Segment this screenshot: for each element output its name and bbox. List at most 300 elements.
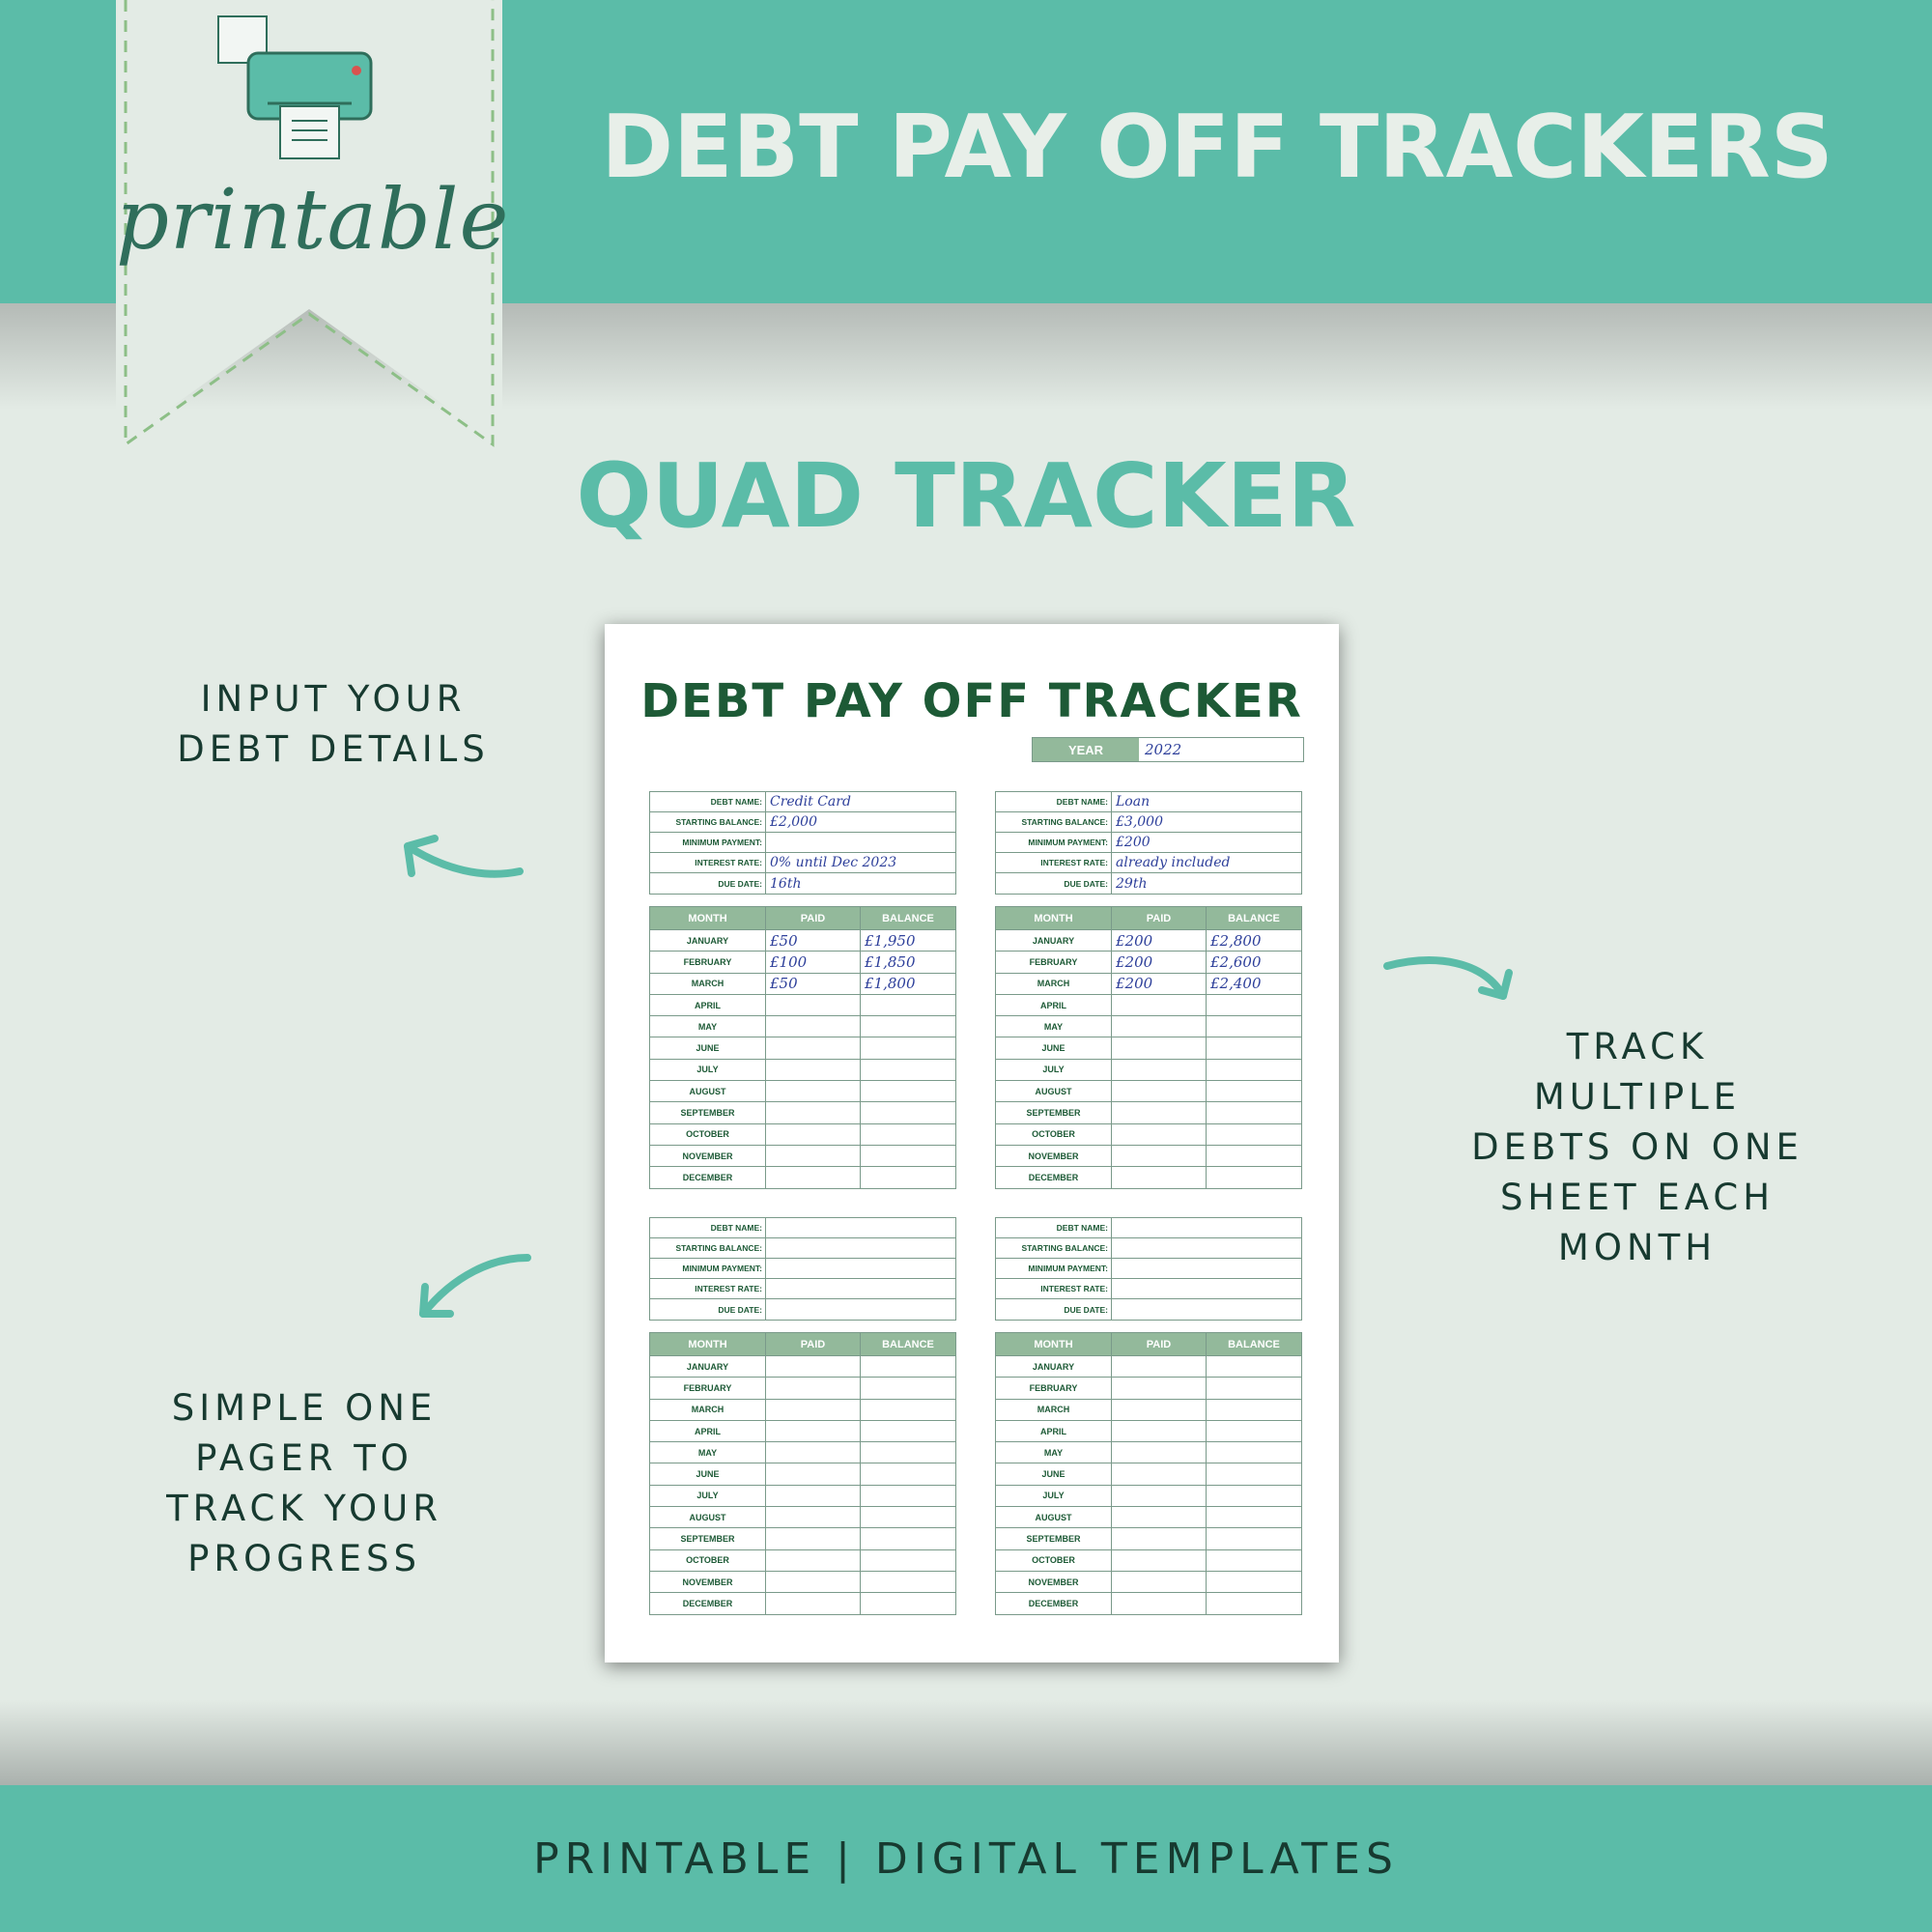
table-row [650, 1420, 955, 1441]
detail-label: DUE DATE: [996, 873, 1112, 894]
callout-line: TRACK YOUR [166, 1488, 442, 1529]
month-cell: NOVEMBER [650, 1572, 766, 1592]
month-cell: JANUARY [650, 1356, 766, 1377]
month-cell: AUGUST [650, 1081, 766, 1101]
balance-cell[interactable] [861, 1400, 955, 1420]
balance-cell[interactable] [1207, 1400, 1301, 1420]
detail-row [996, 1259, 1301, 1279]
balance-cell[interactable] [861, 1550, 955, 1571]
column-header: MONTH [996, 907, 1112, 929]
table-row [996, 1549, 1301, 1571]
month-cell: SEPTEMBER [650, 1102, 766, 1122]
paid-cell[interactable] [1112, 1081, 1207, 1101]
month-cell: MARCH [996, 974, 1112, 994]
table-row [996, 1080, 1301, 1101]
detail-value[interactable] [1112, 1279, 1301, 1298]
balance-cell[interactable] [1207, 995, 1301, 1015]
paid-cell[interactable] [1112, 1442, 1207, 1463]
month-cell: MAY [996, 1016, 1112, 1037]
paid-cell[interactable] [1112, 1463, 1207, 1484]
paid-cell[interactable] [1112, 1167, 1207, 1187]
table-row [996, 1571, 1301, 1592]
callout-line: TRACK [1566, 1026, 1709, 1067]
callout-line: SIMPLE ONE [171, 1387, 438, 1429]
detail-value[interactable] [766, 1279, 955, 1298]
month-cell: SEPTEMBER [996, 1528, 1112, 1548]
detail-label: STARTING BALANCE: [996, 1238, 1112, 1258]
balance-cell[interactable] [861, 1124, 955, 1145]
balance-cell[interactable] [1207, 1421, 1301, 1441]
table-row [650, 1355, 955, 1377]
column-header: PAID [1112, 907, 1207, 929]
detail-label: MINIMUM PAYMENT: [996, 833, 1112, 852]
month-cell: SEPTEMBER [650, 1528, 766, 1548]
footer-text: PRINTABLE | DIGITAL TEMPLATES [533, 1833, 1399, 1884]
balance-cell[interactable] [861, 1102, 955, 1122]
balance-cell[interactable] [1207, 1167, 1301, 1187]
paid-cell[interactable] [1112, 1356, 1207, 1377]
table-row [996, 951, 1301, 972]
monthly-payments-table [649, 906, 956, 1189]
detail-value[interactable]: £2,000 [770, 814, 817, 830]
month-cell: DECEMBER [996, 1593, 1112, 1613]
paid-cell[interactable] [766, 1124, 861, 1145]
detail-label: DEBT NAME: [996, 1218, 1112, 1237]
curved-arrow-icon [1378, 952, 1522, 1009]
month-cell: JANUARY [996, 930, 1112, 951]
detail-label: INTEREST RATE: [650, 853, 766, 872]
paid-cell[interactable]: £50 [766, 974, 861, 994]
balance-cell[interactable] [1207, 1016, 1301, 1037]
column-header: BALANCE [1228, 1338, 1280, 1350]
table-row [996, 1592, 1301, 1613]
paid-cell[interactable] [766, 995, 861, 1015]
detail-row [996, 1218, 1301, 1238]
detail-label: DEBT NAME: [650, 1218, 766, 1237]
table-row [996, 1015, 1301, 1037]
paid-cell[interactable] [766, 1550, 861, 1571]
table-row [650, 1101, 955, 1122]
month-cell: OCTOBER [996, 1550, 1112, 1571]
column-header: PAID [766, 907, 861, 929]
sheet-title: DEBT PAY OFF TRACKER [640, 674, 1303, 728]
table-row [650, 1166, 955, 1187]
detail-row [996, 1279, 1301, 1299]
paid-cell[interactable]: £200 [1112, 974, 1207, 994]
month-cell: JULY [650, 1060, 766, 1080]
column-header: PAID [1112, 1333, 1207, 1355]
debt-details-table [649, 791, 956, 895]
year-label: YEAR [1033, 738, 1139, 761]
detail-value[interactable] [766, 1238, 955, 1258]
table-row [650, 1015, 955, 1037]
column-header: MONTH [996, 1333, 1112, 1355]
month-cell: DECEMBER [650, 1593, 766, 1613]
balance-cell[interactable] [861, 1442, 955, 1463]
month-cell: OCTOBER [650, 1550, 766, 1571]
month-cell: MAY [996, 1442, 1112, 1463]
paid-cell[interactable] [766, 1081, 861, 1101]
table-row [996, 1377, 1301, 1398]
balance-cell[interactable] [861, 1421, 955, 1441]
column-header: MONTH [650, 1333, 766, 1355]
balance-cell[interactable] [861, 1463, 955, 1484]
detail-row [650, 853, 955, 873]
debt-tracker-block [649, 1217, 956, 1615]
paid-cell[interactable] [766, 1593, 861, 1613]
table-row [996, 1399, 1301, 1420]
callout-line: PAGER TO [195, 1437, 413, 1479]
detail-label: DUE DATE: [650, 873, 766, 894]
debt-tracker-block [649, 791, 956, 1189]
detail-value[interactable] [766, 833, 955, 852]
paid-cell[interactable] [1112, 1016, 1207, 1037]
debt-details-table [995, 1217, 1302, 1321]
month-cell: JUNE [996, 1037, 1112, 1058]
callout-line: DEBT DETAILS [177, 728, 490, 770]
balance-cell[interactable] [861, 995, 955, 1015]
balance-cell[interactable] [861, 1146, 955, 1166]
paid-cell[interactable] [766, 1102, 861, 1122]
paid-cell[interactable]: £200 [1112, 930, 1207, 951]
balance-cell[interactable] [1207, 1060, 1301, 1080]
detail-value[interactable]: already included [1116, 855, 1231, 870]
detail-value[interactable] [1112, 1238, 1301, 1258]
detail-row [650, 1259, 955, 1279]
balance-cell[interactable] [1207, 1442, 1301, 1463]
table-row [996, 973, 1301, 994]
balance-cell[interactable] [1207, 1081, 1301, 1101]
debt-tracker-block [995, 791, 1302, 1189]
balance-cell[interactable] [1207, 1572, 1301, 1592]
table-row [650, 1123, 955, 1145]
callout-track-multiple [1372, 1022, 1903, 1273]
table-row [650, 1527, 955, 1548]
paid-cell[interactable] [766, 1037, 861, 1058]
paid-cell[interactable] [766, 1167, 861, 1187]
balance-cell[interactable]: £2,800 [1210, 931, 1262, 950]
detail-value[interactable] [1112, 1259, 1301, 1278]
balance-cell[interactable] [1207, 1102, 1301, 1122]
table-row [996, 1145, 1301, 1166]
table-row [650, 1506, 955, 1527]
paid-cell[interactable] [1112, 1124, 1207, 1145]
month-cell: FEBRUARY [996, 1378, 1112, 1398]
table-row [650, 929, 955, 951]
month-cell: MARCH [650, 974, 766, 994]
detail-value[interactable]: Credit Card [770, 794, 851, 810]
table-row [650, 1399, 955, 1420]
paid-cell[interactable] [1112, 1507, 1207, 1527]
footer-shadow [0, 1700, 1932, 1785]
month-cell: FEBRUARY [996, 952, 1112, 972]
detail-label: STARTING BALANCE: [996, 812, 1112, 832]
table-row [650, 1485, 955, 1506]
month-cell: AUGUST [996, 1081, 1112, 1101]
table-row [996, 1420, 1301, 1441]
table-row [996, 1166, 1301, 1187]
table-row [650, 973, 955, 994]
detail-row [650, 1238, 955, 1259]
detail-label: DEBT NAME: [996, 792, 1112, 811]
curved-arrow-icon [406, 1246, 541, 1343]
detail-label: DEBT NAME: [650, 792, 766, 811]
month-cell: MARCH [996, 1400, 1112, 1420]
detail-row [996, 873, 1301, 894]
column-header: MONTH [650, 907, 766, 929]
table-row [650, 994, 955, 1015]
month-cell: APRIL [996, 995, 1112, 1015]
balance-cell[interactable] [1207, 1356, 1301, 1377]
paid-cell[interactable] [1112, 1037, 1207, 1058]
table-header [650, 1333, 955, 1355]
balance-cell[interactable] [1207, 1463, 1301, 1484]
paid-cell[interactable] [766, 1507, 861, 1527]
balance-cell[interactable] [1207, 1037, 1301, 1058]
detail-value[interactable] [766, 1218, 955, 1237]
detail-row [650, 1299, 955, 1320]
table-row [996, 1037, 1301, 1058]
balance-cell[interactable] [1207, 1146, 1301, 1166]
detail-value[interactable]: 29th [1116, 875, 1148, 892]
paid-cell[interactable] [1112, 1102, 1207, 1122]
detail-label: STARTING BALANCE: [650, 1238, 766, 1258]
callout-line: MONTH [1557, 1227, 1718, 1268]
paid-cell[interactable] [766, 1528, 861, 1548]
detail-value[interactable]: 16th [770, 875, 802, 892]
balance-cell[interactable] [861, 1037, 955, 1058]
paid-cell[interactable]: £50 [766, 930, 861, 951]
table-row [996, 1463, 1301, 1484]
detail-label: DUE DATE: [650, 1299, 766, 1320]
month-cell: FEBRUARY [650, 952, 766, 972]
month-cell: DECEMBER [996, 1167, 1112, 1187]
paid-cell[interactable] [1112, 1486, 1207, 1506]
column-header: BALANCE [1228, 912, 1280, 924]
detail-label: INTEREST RATE: [996, 1279, 1112, 1298]
year-value: 2022 [1145, 741, 1182, 758]
table-row [996, 994, 1301, 1015]
balance-cell[interactable]: £1,850 [865, 952, 916, 971]
paid-cell[interactable] [1112, 1593, 1207, 1613]
callout-line: DEBTS ON ONE [1471, 1126, 1804, 1168]
paid-cell[interactable] [1112, 1572, 1207, 1592]
paid-cell[interactable] [766, 1378, 861, 1398]
balance-cell[interactable]: £2,600 [1210, 952, 1262, 971]
callout-line: SHEET EACH [1499, 1177, 1776, 1218]
month-cell: MAY [650, 1016, 766, 1037]
balance-cell[interactable] [1207, 1593, 1301, 1613]
paid-cell[interactable] [1112, 1378, 1207, 1398]
paid-cell[interactable] [766, 1146, 861, 1166]
table-row [650, 1592, 955, 1613]
month-cell: SEPTEMBER [996, 1102, 1112, 1122]
detail-label: MINIMUM PAYMENT: [650, 1259, 766, 1278]
paid-cell[interactable] [766, 1016, 861, 1037]
month-cell: JUNE [650, 1037, 766, 1058]
curved-arrow-icon [386, 811, 531, 889]
paid-cell[interactable] [766, 1463, 861, 1484]
month-cell: JULY [650, 1486, 766, 1506]
balance-cell[interactable]: £2,400 [1210, 975, 1262, 993]
page-title: DEBT PAY OFF TRACKERS [601, 97, 1833, 198]
balance-cell[interactable] [1207, 1378, 1301, 1398]
balance-cell[interactable] [861, 1593, 955, 1613]
month-cell: DECEMBER [650, 1167, 766, 1187]
detail-row [996, 1238, 1301, 1259]
paid-cell[interactable] [1112, 1060, 1207, 1080]
month-cell: MARCH [650, 1400, 766, 1420]
table-row [996, 1441, 1301, 1463]
table-row [650, 1571, 955, 1592]
month-cell: NOVEMBER [650, 1146, 766, 1166]
balance-cell[interactable] [861, 1167, 955, 1187]
month-cell: JUNE [650, 1463, 766, 1484]
callout-simple-pager [58, 1383, 551, 1584]
balance-cell[interactable] [1207, 1507, 1301, 1527]
detail-row [996, 833, 1301, 853]
table-row [996, 929, 1301, 951]
paid-cell[interactable]: £100 [766, 952, 861, 972]
column-header: PAID [766, 1333, 861, 1355]
balance-cell[interactable] [861, 1356, 955, 1377]
paid-cell[interactable] [1112, 995, 1207, 1015]
table-row [996, 1123, 1301, 1145]
detail-label: INTEREST RATE: [996, 853, 1112, 872]
paid-cell[interactable] [766, 1356, 861, 1377]
table-row [996, 1527, 1301, 1548]
balance-cell[interactable] [1207, 1528, 1301, 1548]
balance-cell[interactable] [861, 1572, 955, 1592]
printable-label: printable [116, 172, 510, 269]
month-cell: OCTOBER [650, 1124, 766, 1145]
month-cell: APRIL [996, 1421, 1112, 1441]
paid-cell[interactable] [1112, 1421, 1207, 1441]
paid-cell[interactable] [1112, 1146, 1207, 1166]
section-title: QUAD TRACKER [576, 444, 1356, 548]
table-row [650, 1441, 955, 1463]
debt-tracker-block [995, 1217, 1302, 1615]
detail-row [996, 853, 1301, 873]
paid-cell[interactable] [1112, 1400, 1207, 1420]
month-cell: MAY [650, 1442, 766, 1463]
month-cell: APRIL [650, 1421, 766, 1441]
balance-cell[interactable]: £1,950 [865, 931, 916, 950]
balance-cell[interactable] [1207, 1486, 1301, 1506]
table-row [996, 1059, 1301, 1080]
detail-value[interactable] [766, 1299, 955, 1320]
detail-row [996, 792, 1301, 812]
table-row [650, 1080, 955, 1101]
month-cell: JULY [996, 1486, 1112, 1506]
month-cell: JUNE [996, 1463, 1112, 1484]
detail-row [996, 812, 1301, 833]
detail-value[interactable]: £3,000 [1116, 814, 1163, 830]
paid-cell[interactable] [766, 1442, 861, 1463]
year-field [1032, 737, 1304, 762]
table-row [650, 1549, 955, 1571]
detail-row [650, 812, 955, 833]
detail-value[interactable] [1112, 1299, 1301, 1320]
detail-value[interactable] [766, 1259, 955, 1278]
callout-input-details [97, 674, 570, 775]
detail-row [650, 1218, 955, 1238]
detail-row [650, 873, 955, 894]
balance-cell[interactable] [1207, 1124, 1301, 1145]
column-header: BALANCE [882, 1338, 934, 1350]
paid-cell[interactable] [766, 1421, 861, 1441]
table-row [650, 1463, 955, 1484]
month-cell: AUGUST [650, 1507, 766, 1527]
month-cell: NOVEMBER [996, 1146, 1112, 1166]
table-header [996, 1333, 1301, 1355]
paid-cell[interactable] [766, 1572, 861, 1592]
table-row [996, 1506, 1301, 1527]
detail-label: MINIMUM PAYMENT: [996, 1259, 1112, 1278]
month-cell: JULY [996, 1060, 1112, 1080]
table-row [650, 951, 955, 972]
table-row [650, 1145, 955, 1166]
month-cell: JANUARY [650, 930, 766, 951]
balance-cell[interactable]: £1,800 [865, 975, 916, 993]
tracker-sheet-preview [605, 624, 1339, 1662]
balance-cell[interactable] [861, 1507, 955, 1527]
callout-line: PROGRESS [187, 1538, 421, 1579]
balance-cell[interactable] [861, 1016, 955, 1037]
paid-cell[interactable] [1112, 1528, 1207, 1548]
detail-row [650, 1279, 955, 1299]
paid-cell[interactable] [766, 1060, 861, 1080]
paid-cell[interactable]: £200 [1112, 952, 1207, 972]
table-header [650, 907, 955, 929]
column-header: BALANCE [882, 912, 934, 924]
detail-label: INTEREST RATE: [650, 1279, 766, 1298]
paid-cell[interactable] [766, 1486, 861, 1506]
balance-cell[interactable] [861, 1486, 955, 1506]
month-cell: JANUARY [996, 1356, 1112, 1377]
monthly-payments-table [995, 1332, 1302, 1615]
balance-cell[interactable] [861, 1378, 955, 1398]
balance-cell[interactable] [1207, 1550, 1301, 1571]
table-row [996, 1485, 1301, 1506]
detail-label: MINIMUM PAYMENT: [650, 833, 766, 852]
detail-label: DUE DATE: [996, 1299, 1112, 1320]
table-row [996, 1101, 1301, 1122]
detail-row [996, 1299, 1301, 1320]
paid-cell[interactable] [1112, 1550, 1207, 1571]
monthly-payments-table [995, 906, 1302, 1189]
detail-value[interactable]: 0% until Dec 2023 [770, 855, 897, 870]
table-row [650, 1059, 955, 1080]
table-row [650, 1037, 955, 1058]
debt-details-table [995, 791, 1302, 895]
detail-value[interactable] [1112, 1218, 1301, 1237]
debt-details-table [649, 1217, 956, 1321]
balance-cell[interactable] [861, 1081, 955, 1101]
month-cell: NOVEMBER [996, 1572, 1112, 1592]
table-row [996, 1355, 1301, 1377]
balance-cell[interactable] [861, 1528, 955, 1548]
detail-row [650, 833, 955, 853]
paid-cell[interactable] [766, 1400, 861, 1420]
month-cell: FEBRUARY [650, 1378, 766, 1398]
table-row [650, 1377, 955, 1398]
balance-cell[interactable] [861, 1060, 955, 1080]
callout-line: MULTIPLE [1533, 1076, 1742, 1118]
detail-value[interactable]: £200 [1116, 835, 1151, 850]
detail-row [650, 792, 955, 812]
detail-value[interactable]: Loan [1116, 794, 1151, 810]
